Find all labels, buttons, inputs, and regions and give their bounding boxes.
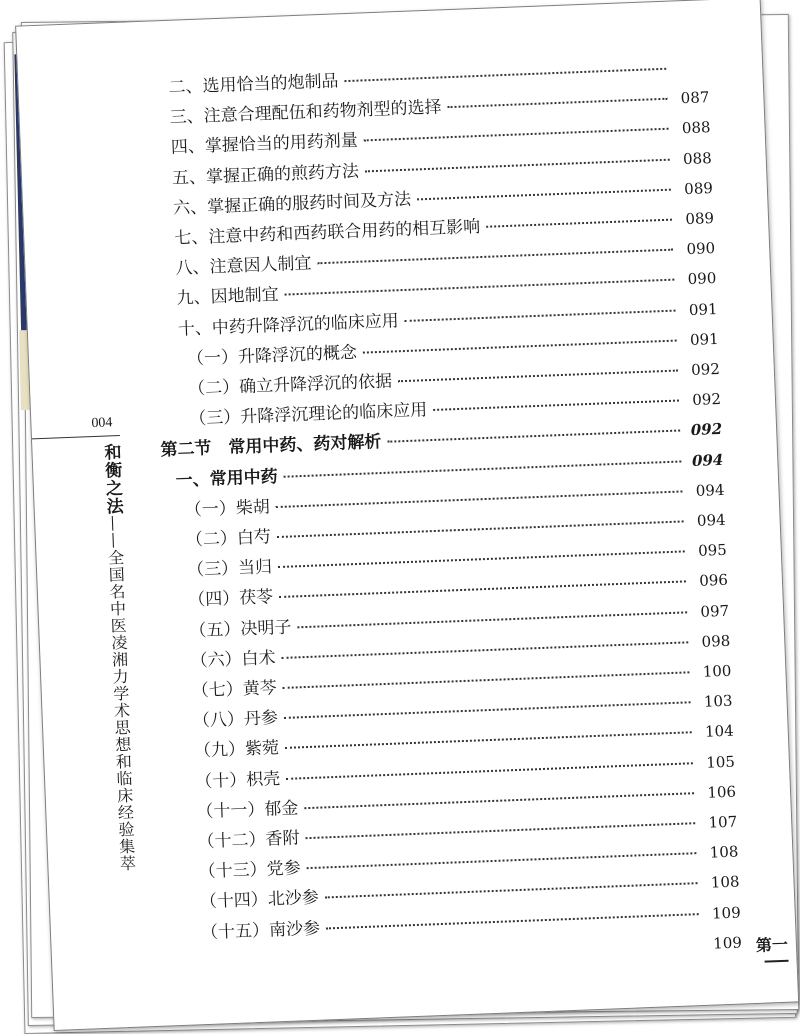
dot-leader <box>279 581 686 599</box>
toc-entry-page: 098 <box>701 631 731 651</box>
book-subtitle: ——全国名中医凌湘力学术思想和临床经验集萃 <box>103 514 137 873</box>
toc-entry-label: （二）白芍 <box>185 527 272 551</box>
toc-entry-page: 091 <box>688 299 718 319</box>
toc-entry-page: 108 <box>709 842 739 862</box>
toc-entry-label: 九、因地制宜 <box>176 285 280 310</box>
toc-entry-page: 104 <box>704 722 735 742</box>
toc-entry-label: （十）枳壳 <box>194 768 281 792</box>
dot-leader <box>284 701 691 719</box>
dot-leader <box>277 520 684 538</box>
toc-entry-page: 106 <box>707 782 737 802</box>
toc-entry-label: 七、注意中药和西药联合用药的相互影响 <box>174 217 481 249</box>
toc-entry-page: 090 <box>686 239 716 259</box>
toc-entry-page: 088 <box>681 118 711 138</box>
toc-entry-page: 089 <box>685 209 715 229</box>
dot-leader <box>325 883 698 899</box>
toc-entry-label: （三）升降浮沉理论的临床应用 <box>188 400 428 430</box>
toc-entry-page: 109 <box>711 903 742 923</box>
dot-leader <box>283 671 690 689</box>
toc-entry-page: 094 <box>695 480 725 500</box>
dot-leader <box>363 339 677 353</box>
toc-entry-page: 108 <box>710 872 740 893</box>
dot-leader <box>285 279 675 296</box>
page-number: 004 <box>91 415 113 432</box>
dot-leader <box>276 490 683 508</box>
toc-entry-page: 096 <box>698 571 729 591</box>
toc-entry-page: 094 <box>696 510 726 530</box>
toc-entry-page <box>672 72 708 73</box>
dot-leader <box>284 460 682 477</box>
dot-leader <box>433 400 679 411</box>
toc-entry-page: 094 <box>691 450 724 470</box>
toc-entry-page: 089 <box>683 178 714 198</box>
toc-entry-page: 105 <box>705 752 736 772</box>
toc-entry-label: （八）丹参 <box>192 708 279 732</box>
dot-leader <box>297 611 687 628</box>
toc-entry-label: （四）茯苓 <box>187 587 274 611</box>
toc-entry-page: 097 <box>700 601 730 621</box>
toc-entry-page: 107 <box>708 812 738 832</box>
toc-entry-page: 092 <box>690 420 723 440</box>
toc-entry-label: 五、掌握正确的煎药方法 <box>171 161 360 189</box>
toc-entry-label: 六、掌握正确的服药时间及方法 <box>172 189 412 219</box>
dot-leader <box>398 370 678 383</box>
toc-entry-page: 100 <box>702 661 732 681</box>
toc-entry-label: （一）柴胡 <box>184 497 271 521</box>
toc-entry-label: （九）紫菀 <box>193 738 280 762</box>
table-of-contents <box>16 0 798 1030</box>
dot-leader <box>448 98 668 108</box>
dot-leader <box>417 188 671 200</box>
dot-leader <box>364 128 669 142</box>
dot-leader <box>326 913 699 929</box>
toc-entry-label: （六）白术 <box>190 647 276 672</box>
toc-entry-label: （一）升降浮沉的概念 <box>186 342 358 370</box>
toc-entry-label: （十二）香附 <box>197 828 300 853</box>
dot-leader <box>344 68 666 82</box>
toc-entry-page: 103 <box>703 691 733 711</box>
dot-leader <box>304 792 694 809</box>
toc-entry-label: 二、选用恰当的炮制品 <box>168 71 339 98</box>
dot-leader <box>365 158 670 172</box>
toc-entry-page: 092 <box>691 390 722 410</box>
toc-entry-label: 八、注意因人制宜 <box>175 253 312 279</box>
toc-entry-page: 088 <box>682 148 713 168</box>
toc-entry-page: 109 <box>712 933 743 953</box>
dot-leader <box>278 551 685 569</box>
toc-entry-page: 095 <box>697 540 728 561</box>
dot-leader <box>286 762 693 780</box>
book-title: 和衡之法 <box>100 442 123 516</box>
toc-entry-label: （十一）郁金 <box>196 798 299 823</box>
toc-entry-label: （三）当归 <box>186 557 273 581</box>
dot-leader <box>405 309 676 321</box>
toc-entry-label: （十五）南沙参 <box>200 918 321 943</box>
dot-leader <box>486 219 672 228</box>
toc-entry-label: 十、中药升降浮沉的临床应用 <box>177 310 400 340</box>
toc-entry-label: 四、掌握恰当的用药剂量 <box>170 131 359 159</box>
dot-leader <box>317 249 673 265</box>
toc-entry-label: （二）确立升降浮沉的依据 <box>187 371 393 400</box>
dot-leader <box>305 822 695 839</box>
toc-entry-page: 092 <box>690 359 721 380</box>
toc-entry-label: 三、注意合理配伍和药物剂型的选择 <box>169 97 442 129</box>
toc-entry-label: （十三）党参 <box>198 858 302 883</box>
toc-entry-label: （七）黄芩 <box>191 678 278 702</box>
toc-entry-page: 091 <box>689 329 719 349</box>
dot-leader <box>285 732 692 750</box>
chapter-tab: 第一 <box>755 934 789 955</box>
dot-leader <box>307 852 697 869</box>
dot-leader <box>387 430 680 443</box>
toc-entry-page: 090 <box>687 269 717 289</box>
toc-entry-label: 第二节 常用中药、药对解析 <box>160 432 382 461</box>
toc-entry-page: 087 <box>680 88 710 108</box>
toc-page <box>15 0 799 1031</box>
toc-entry-label: 一、常用中药 <box>175 466 278 491</box>
toc-entry-label: （五）决明子 <box>189 617 292 642</box>
dot-leader <box>282 641 689 659</box>
toc-entry-label: （十四）北沙参 <box>199 888 320 913</box>
